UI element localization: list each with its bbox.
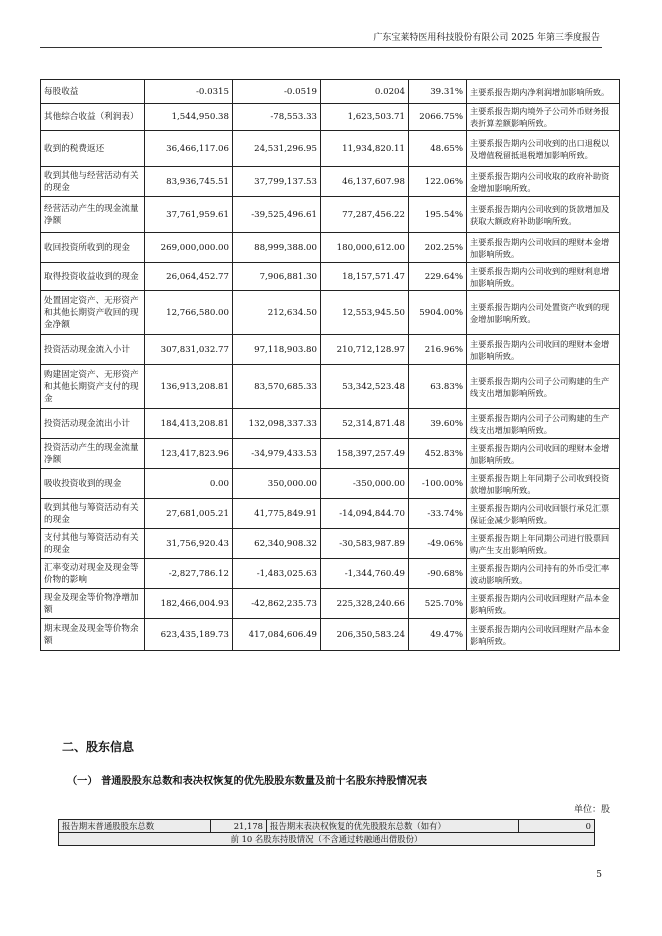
- row-current-value: 269,000,000.00: [145, 233, 233, 263]
- row-change-pct: -49.06%: [409, 529, 467, 559]
- row-item: 汇率变动对现金及现金等价物的影响: [41, 559, 145, 589]
- row-change-value: 52,314,871.48: [321, 409, 409, 439]
- financial-change-table: [40, 79, 620, 651]
- row-reason: 主要系报告期内境外子公司外币财务报表折算差额影响所致。: [467, 104, 620, 131]
- row-change-pct: 122.06%: [409, 167, 467, 197]
- row-reason: 主要系报告期内公司收回的理财本金增加影响所致。: [467, 439, 620, 469]
- row-prior-value: 83,570,685.33: [233, 365, 321, 409]
- row-item: 收回投资所收到的现金: [41, 233, 145, 263]
- row-prior-value: 41,775,849.91: [233, 499, 321, 529]
- header-divider: [40, 47, 602, 48]
- row-item: 经营活动产生的现金流量净额: [41, 197, 145, 233]
- row-change-value: -30,583,987.89: [321, 529, 409, 559]
- row-item: 收到其他与经营活动有关的现金: [41, 167, 145, 197]
- row-change-value: 77,287,456.22: [321, 197, 409, 233]
- row-item: 取得投资收益收到的现金: [41, 263, 145, 291]
- row-change-pct: 49.47%: [409, 619, 467, 651]
- row-prior-value: 212,634.50: [233, 291, 321, 335]
- row-change-pct: 525.70%: [409, 589, 467, 619]
- row-prior-value: 350,000.00: [233, 469, 321, 499]
- table-row: [41, 291, 620, 335]
- row-current-value: 83,936,745.51: [145, 167, 233, 197]
- row-change-pct: -100.00%: [409, 469, 467, 499]
- row-item: 期末现金及现金等价物余额: [41, 619, 145, 651]
- row-item: 投资活动现金流入小计: [41, 335, 145, 365]
- row-current-value: 123,417,823.96: [145, 439, 233, 469]
- top10-header: 前 10 名股东持股情况（不含通过转融通出借股份）: [59, 833, 595, 846]
- row-reason: 主要系报告期上年同期子公司收到投资款增加影响所致。: [467, 469, 620, 499]
- row-current-value: 182,466,004.93: [145, 589, 233, 619]
- table-row: [41, 233, 620, 263]
- section-subtitle: （一） 普通股股东总数和表决权恢复的优先股股东数量及前十名股东持股情况表: [67, 776, 428, 787]
- row-current-value: 136,913,208.81: [145, 365, 233, 409]
- row-item: 现金及现金等价物净增加额: [41, 589, 145, 619]
- row-change-pct: 39.31%: [409, 80, 467, 104]
- row-prior-value: 37,799,137.53: [233, 167, 321, 197]
- row-prior-value: 24,531,296.95: [233, 131, 321, 167]
- row-change-value: 225,328,240.66: [321, 589, 409, 619]
- table-row: [41, 529, 620, 559]
- row-prior-value: 88,999,388.00: [233, 233, 321, 263]
- row-reason: 主要系报告期内公司收取的政府补助资金增加影响所致。: [467, 167, 620, 197]
- row-reason: 主要系报告期内公司收到的理财利息增加影响所致。: [467, 263, 620, 291]
- row-prior-value: -42,862,235.73: [233, 589, 321, 619]
- row-reason: 主要系报告期内公司收到的出口退税以及增值税留抵退税增加影响所致。: [467, 131, 620, 167]
- table-row: [41, 263, 620, 291]
- row-prior-value: -1,483,025.63: [233, 559, 321, 589]
- row-change-value: 158,397,257.49: [321, 439, 409, 469]
- table-row: [41, 365, 620, 409]
- row-change-value: -14,094,844.70: [321, 499, 409, 529]
- row-item: 收到的税费返还: [41, 131, 145, 167]
- row-item: 收到其他与筹资活动有关的现金: [41, 499, 145, 529]
- row-change-value: 18,157,571.47: [321, 263, 409, 291]
- row-reason: 主要系报告期内净利润增加影响所致。: [467, 80, 620, 104]
- row-current-value: 36,466,117.06: [145, 131, 233, 167]
- table-row: [41, 589, 620, 619]
- table-row: [41, 559, 620, 589]
- row-change-pct: 195.54%: [409, 197, 467, 233]
- table-row: [41, 469, 620, 499]
- row-change-pct: 216.96%: [409, 335, 467, 365]
- row-item: 其他综合收益（利润表）: [41, 104, 145, 131]
- row-prior-value: 97,118,903.80: [233, 335, 321, 365]
- row-reason: 主要系报告期内公司处置资产收到的现金增加影响所致。: [467, 291, 620, 335]
- table-row: [59, 820, 595, 833]
- table-row: [41, 197, 620, 233]
- row-current-value: 623,435,189.73: [145, 619, 233, 651]
- row-prior-value: -39,525,496.61: [233, 197, 321, 233]
- row-reason: 主要系报告期内公司收回的理财本金增加影响所致。: [467, 335, 620, 365]
- row-current-value: 184,413,208.81: [145, 409, 233, 439]
- row-current-value: -2,827,786.12: [145, 559, 233, 589]
- row-prior-value: -78,553.33: [233, 104, 321, 131]
- row-item: 投资活动现金流出小计: [41, 409, 145, 439]
- row-current-value: 26,064,452.77: [145, 263, 233, 291]
- row-prior-value: 62,340,908.32: [233, 529, 321, 559]
- row-change-value: 1,623,503.71: [321, 104, 409, 131]
- row-reason: 主要系报告期内公司收回银行承兑汇票保证金减少影响所致。: [467, 499, 620, 529]
- row-reason: 主要系报告期内公司收回理财产品本金影响所致。: [467, 589, 620, 619]
- table-row: [41, 131, 620, 167]
- section-title: 二、股东信息: [62, 740, 135, 754]
- row-change-value: 0.0204: [321, 80, 409, 104]
- row-change-value: 180,000,612.00: [321, 233, 409, 263]
- row-current-value: -0.0315: [145, 80, 233, 104]
- unit-label: 单位：股: [573, 805, 610, 815]
- row-change-pct: 229.64%: [409, 263, 467, 291]
- preferred-shareholders-value: 0: [519, 820, 595, 833]
- table-row: [41, 439, 620, 469]
- row-reason: 主要系报告期内公司收到的货款增加及获取大额政府补助影响所致。: [467, 197, 620, 233]
- table-row: [41, 167, 620, 197]
- row-current-value: 37,761,959.61: [145, 197, 233, 233]
- row-reason: 主要系报告期上年同期公司进行股票回购产生支出影响所致。: [467, 529, 620, 559]
- preferred-shareholders-label: 报告期末表决权恢复的优先股股东总数（如有）: [267, 820, 519, 833]
- row-current-value: 27,681,005.21: [145, 499, 233, 529]
- table-row: [41, 619, 620, 651]
- row-change-pct: 452.83%: [409, 439, 467, 469]
- row-change-value: 46,137,607.98: [321, 167, 409, 197]
- table-row: [41, 499, 620, 529]
- row-change-value: 210,712,128.97: [321, 335, 409, 365]
- table-row: [41, 409, 620, 439]
- row-change-pct: 2066.75%: [409, 104, 467, 131]
- row-change-pct: 63.83%: [409, 365, 467, 409]
- table-row: [41, 104, 620, 131]
- row-current-value: 307,831,032.77: [145, 335, 233, 365]
- row-reason: 主要系报告期内公司持有的外币受汇率波动影响所致。: [467, 559, 620, 589]
- row-change-pct: -33.74%: [409, 499, 467, 529]
- row-reason: 主要系报告期内公司子公司购建的生产线支出增加影响所致。: [467, 409, 620, 439]
- row-current-value: 31,756,920.43: [145, 529, 233, 559]
- row-change-pct: 202.25%: [409, 233, 467, 263]
- table-row: [41, 335, 620, 365]
- row-prior-value: 7,906,881.30: [233, 263, 321, 291]
- row-item: 每股收益: [41, 80, 145, 104]
- row-change-pct: 48.65%: [409, 131, 467, 167]
- row-current-value: 12,766,580.00: [145, 291, 233, 335]
- row-change-pct: -90.68%: [409, 559, 467, 589]
- row-change-pct: 5904.00%: [409, 291, 467, 335]
- row-change-pct: 39.60%: [409, 409, 467, 439]
- row-item: 处置固定资产、无形资产和其他长期资产收回的现金净额: [41, 291, 145, 335]
- row-change-value: 206,350,583.24: [321, 619, 409, 651]
- row-change-value: 11,934,820.11: [321, 131, 409, 167]
- row-item: 支付其他与筹资活动有关的现金: [41, 529, 145, 559]
- page-number: 5: [596, 870, 602, 880]
- row-prior-value: 417,084,606.49: [233, 619, 321, 651]
- row-change-value: -350,000.00: [321, 469, 409, 499]
- row-item: 吸收投资收到的现金: [41, 469, 145, 499]
- shareholder-table: [58, 819, 595, 846]
- common-shareholders-value: 21,178: [211, 820, 267, 833]
- row-prior-value: -0.0519: [233, 80, 321, 104]
- report-header-title: 广东宝莱特医用科技股份有限公司 2025 年第三季度报告: [373, 33, 600, 43]
- row-prior-value: -34,979,433.53: [233, 439, 321, 469]
- row-change-value: 53,342,523.48: [321, 365, 409, 409]
- row-item: 购建固定资产、无形资产和其他长期资产支付的现金: [41, 365, 145, 409]
- common-shareholders-label: 报告期末普通股股东总数: [59, 820, 211, 833]
- row-current-value: 1,544,950.38: [145, 104, 233, 131]
- row-prior-value: 132,098,337.33: [233, 409, 321, 439]
- row-item: 投资活动产生的现金流量净额: [41, 439, 145, 469]
- row-reason: 主要系报告期内公司子公司购建的生产线支出增加影响所致。: [467, 365, 620, 409]
- row-reason: 主要系报告期内公司收回理财产品本金影响所致。: [467, 619, 620, 651]
- table-row: [41, 80, 620, 104]
- row-change-value: -1,344,760.49: [321, 559, 409, 589]
- row-reason: 主要系报告期内公司收回的理财本金增加影响所致。: [467, 233, 620, 263]
- row-change-value: 12,553,945.50: [321, 291, 409, 335]
- row-current-value: 0.00: [145, 469, 233, 499]
- table-row: [59, 833, 595, 846]
